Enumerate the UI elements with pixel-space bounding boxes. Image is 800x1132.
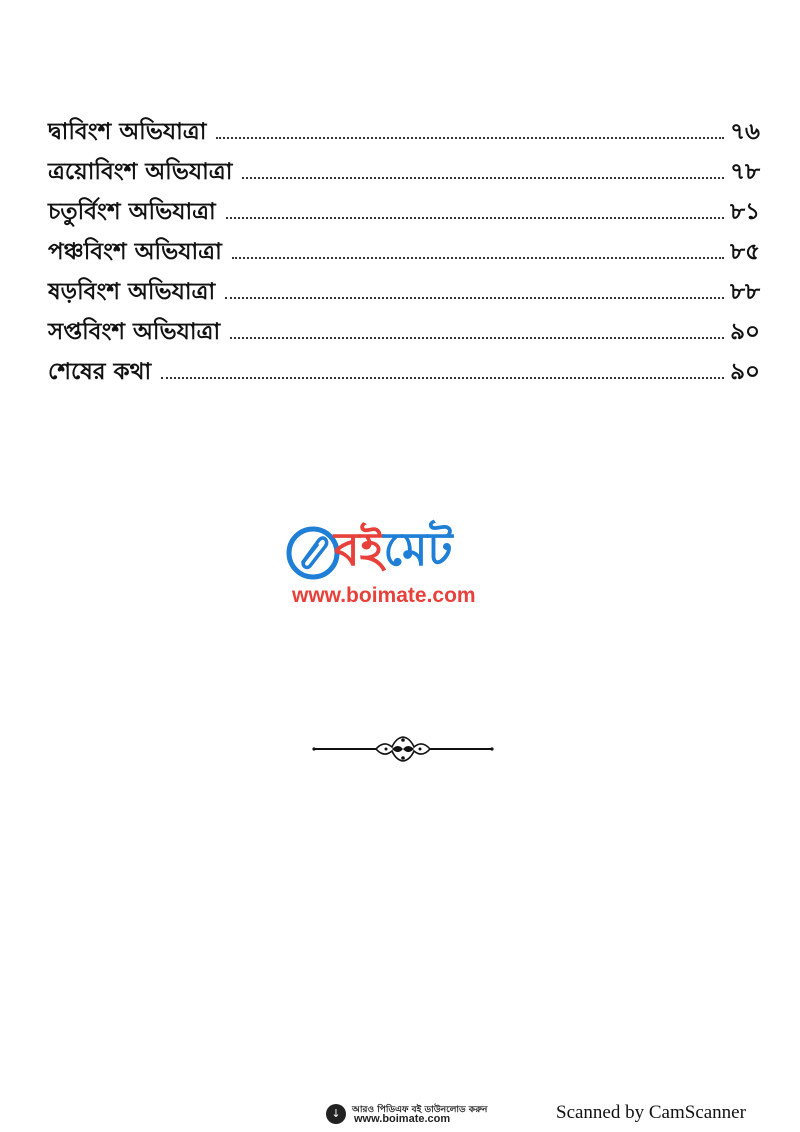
watermark-url: www.boimate.com [292,584,476,607]
toc-entry-page: ৮৮ [730,279,760,305]
toc-entry-title: ত্রয়োবিংশ অভিযাত্রা [48,159,233,185]
ornament-divider [312,734,494,764]
toc-entry-page: ৭৮ [730,159,760,185]
toc-entry-title: দ্বাবিংশ অভিযাত্রা [48,119,207,145]
watermark-brand-red: বই [334,522,384,576]
paperclip-icon [286,526,340,580]
dot-leader [225,296,724,299]
toc-entry-title: সপ্তবিংশ অভিযাত্রা [48,319,221,345]
badge-text: আরও পিডিএফ বই ডাউনলোড করুন [352,1105,488,1115]
table-of-contents [48,104,760,384]
toc-entry-page: ৮১ [730,199,760,225]
toc-entry[interactable] [48,144,760,184]
dot-leader [232,256,724,259]
toc-entry[interactable] [48,224,760,264]
toc-entry-title: শেষের কথা [48,359,152,385]
toc-entry[interactable] [48,104,760,144]
toc-entry[interactable] [48,304,760,344]
toc-entry-page: ৯০ [730,359,760,385]
dot-leader [161,376,724,379]
toc-entry[interactable] [48,264,760,304]
toc-entry[interactable] [48,344,760,384]
dot-leader [216,136,724,139]
toc-entry-title: চতুর্বিংশ অভিযাত্রা [48,199,216,225]
toc-entry-title: পঞ্চবিংশ অভিযাত্রা [48,239,222,265]
dot-leader [230,336,724,339]
toc-entry[interactable] [48,184,760,224]
download-badge[interactable] [326,1100,488,1128]
dot-leader [226,216,724,219]
toc-entry-page: ৭৬ [730,119,760,145]
toc-entry-page: ৮৫ [730,239,760,265]
toc-entry-page: ৯০ [730,319,760,345]
download-icon: ↓ [326,1104,346,1124]
badge-url: www.boimate.com [354,1113,451,1125]
dot-leader [242,176,724,179]
watermark-brand-blue: মেট [383,522,453,576]
scanner-credit: Scanned by CamScanner [556,1102,746,1123]
toc-entry-title: ষড়বিংশ অভিযাত্রা [48,279,216,305]
watermark-brand [334,524,453,575]
boimate-watermark [282,524,522,614]
